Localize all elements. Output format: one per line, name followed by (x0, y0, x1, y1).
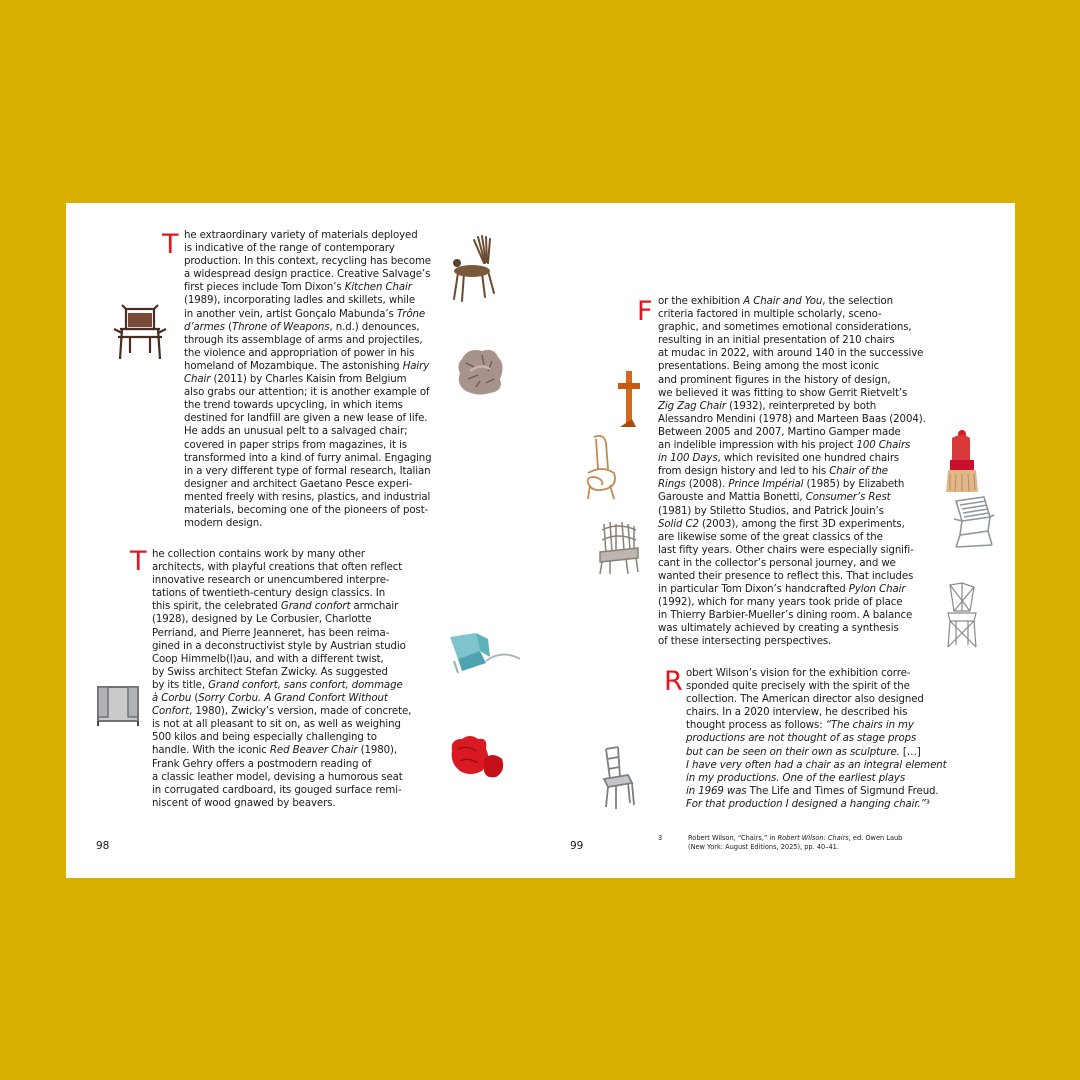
page-number: 98 (96, 840, 110, 852)
text-line: of these intersecting perspectives. (658, 636, 832, 648)
text-line: was ultimately achieved by creating a synthesis (658, 623, 899, 635)
text-line: but can be seen on their own as sculpture. […] (686, 746, 921, 758)
text-line: last fifty years. Other chairs were especially signifi- (658, 544, 914, 556)
text-line: For that production I designed a hanging chair.”³ (686, 798, 930, 810)
text-line: at mudac in 2022, with around 140 in the successive (658, 348, 924, 360)
text-line: handle. With the iconic Red Beaver Chair (1980), (152, 745, 397, 757)
paragraph (184, 229, 432, 530)
text-line: in corrugated cardboard, its gouged surface remi- (152, 784, 402, 796)
text-line: obert Wilson’s vision for the exhibition corre- (686, 668, 911, 679)
text-line: is indicative of the range of contemporary (184, 243, 395, 255)
text-line: I have very often had a chair as an integral element (686, 759, 947, 771)
text-line: he extraordinary variety of materials deployed (184, 230, 418, 241)
text-line: innovative research or unencumbered interpre- (152, 575, 390, 587)
text-line: (1992), which for many years took pride of place (658, 597, 903, 609)
grand-confort-armchair-icon (446, 629, 522, 675)
text-line: Coop Himmelb(l)au, and with a different twist, (152, 653, 384, 665)
text-line: first pieces include Tom Dixon’s Kitchen Chair (184, 282, 412, 294)
text-line: also grabs our attention; it is another example of (184, 387, 430, 399)
text-line: a classic leather model, devising a humorous seat (152, 771, 403, 783)
footnote-text: Robert Wilson, “Chairs,” in Robert Wilson: Chairs, ed. Owen Laub (New York: August Editions, 2025), pp. 40–41. (688, 834, 903, 851)
text-line: in my productions. One of the earliest plays (686, 772, 906, 784)
text-line: designer and architect Gaetano Pesce experi- (184, 478, 413, 490)
text-line: sponded quite precisely with the spirit of the (686, 681, 910, 693)
text-line: in particular Tom Dixon’s handcrafted Pylon Chair (658, 584, 906, 596)
solid-c2-chair-icon (598, 745, 638, 811)
consumers-rest-chair-icon (950, 495, 996, 551)
concrete-armchair-icon (94, 683, 142, 727)
text-line: Garouste and Mattia Bonetti, Consumer’s Rest (658, 492, 891, 504)
text-line: Zig Zag Chair (1932), reinterpreted by both (658, 400, 877, 412)
text-line: productions are not thought of as stage props (686, 733, 917, 745)
text-line: he collection contains work by many other (152, 549, 365, 560)
text-line: a widespread design practice. Creative Salvage’s (184, 269, 431, 281)
text-line: in 100 Days, which revisited one hundred chairs (658, 453, 900, 465)
text-line: production. In this context, recycling has become (184, 256, 431, 268)
text-line: Chair (2011) by Charles Kaisin from Belgium (184, 374, 407, 386)
book-spread (66, 203, 1015, 878)
paragraph (686, 667, 947, 811)
text-line: wanted their presence to reflect this. That includes (658, 570, 914, 582)
text-line: à Corbu (Sorry Corbu. A Grand Confort Without (152, 693, 388, 705)
text-line: by Swiss architect Stefan Zwicky. As suggested (152, 666, 388, 678)
text-line: criteria factored in multiple scholarly, sceno- (658, 309, 882, 321)
drop-cap: T (130, 546, 147, 577)
pylon-chair-icon (944, 581, 980, 649)
footnote (658, 834, 662, 843)
zig-zag-chair-icon (614, 369, 642, 431)
throne-of-weapons-icon (112, 303, 168, 361)
text-line: and prominent figures in the history of design, (658, 374, 891, 386)
text-line: (1989), incorporating ladles and skillets, while (184, 295, 416, 307)
text-line: an indelible impression with his project 100 Chairs (658, 440, 911, 452)
paragraph (152, 548, 411, 810)
text-line: is not at all pleasant to sit on, as well as weighing (152, 719, 401, 731)
text-line: Solid C2 (2003), among the first 3D experiments, (658, 518, 905, 530)
text-line: Frank Gehry offers a postmodern reading of (152, 758, 372, 770)
text-line: modern design. (184, 518, 263, 530)
text-line: cant in the collector’s personal journey, and we (658, 557, 896, 569)
text-line: in a very different type of formal research, Italian (184, 465, 431, 477)
text-line: Alessandro Mendini (1978) and Marteen Baas (2004). (658, 413, 926, 425)
text-line: (1981) by Stiletto Studios, and Patrick Jouin’s (658, 505, 884, 517)
hairy-chair-icon (454, 345, 506, 397)
chair-of-the-rings-icon (596, 518, 642, 576)
text-line: d’armes (Throne of Weapons, n.d.) denounces, (184, 321, 420, 333)
text-line: in another vein, artist Gonçalo Mabunda’s Trône (184, 308, 425, 320)
red-beaver-chair-icon (448, 731, 506, 781)
text-line: are likewise some of the great classics of the (658, 531, 883, 543)
footnote-number: 3 (658, 834, 663, 842)
text-line: collection. The American director also designed (686, 694, 924, 706)
text-line: niscent of wood gnawed by beavers. (152, 797, 336, 809)
text-line: He adds an unusual pelt to a salvaged chair; (184, 426, 408, 438)
text-line: destined for landfill are given a new lease of life. (184, 413, 428, 425)
text-line: presentations. Being among the most iconic (658, 361, 880, 373)
text-line: tations of twentieth-century design classics. In (152, 588, 386, 600)
text-line: or the exhibition A Chair and You, the selection (658, 296, 893, 307)
text-line: thought process as follows: “The chairs in my (686, 720, 914, 732)
page-number: 99 (570, 840, 584, 852)
drop-cap: T (162, 229, 179, 260)
100-chairs-in-100-days-icon (584, 433, 618, 501)
text-line: the violence and appropriation of power in his (184, 347, 415, 359)
text-line: we believed it was fitting to show Gerrit Rietvelt’s (658, 387, 908, 399)
text-line: materials, becoming one of the pioneers of post- (184, 504, 429, 516)
text-line: 500 kilos and being especially challenging to (152, 732, 377, 744)
text-line: gined in a deconstructivist style by Austrian studio (152, 640, 406, 652)
text-line: by its title, Grand confort, sans confort, dommage (152, 679, 403, 691)
text-line: Rings (2008). Prince Impérial (1985) by Elizabeth (658, 479, 905, 491)
drop-cap: F (637, 296, 653, 327)
text-line: mented freely with resins, plastics, and industrial (184, 491, 431, 503)
text-line: (1928), designed by Le Corbusier, Charlotte (152, 614, 372, 626)
kitchen-chair-icon (448, 233, 498, 305)
prince-imperial-chair-icon (942, 428, 980, 496)
text-line: through its assemblage of arms and projectiles, (184, 334, 423, 346)
text-line: this spirit, the celebrated Grand confort armchair (152, 601, 399, 613)
text-line: covered in paper strips from magazines, it is (184, 439, 408, 451)
text-line: in Thierry Barbier-Mueller’s dining room. A balance (658, 610, 913, 622)
drop-cap: R (664, 666, 683, 697)
text-line: from design history and led to his Chair of the (658, 466, 888, 478)
text-line: chairs. In a 2020 interview, he described his (686, 707, 908, 719)
text-line: Confort, 1980), Zwicky’s version, made of concrete, (152, 706, 412, 718)
text-line: in 1969 was The Life and Times of Sigmund Freud. (686, 785, 939, 797)
text-line: transformed into a kind of furry animal. Engaging (184, 452, 432, 464)
text-line: architects, with playful creations that often reflect (152, 562, 403, 574)
text-line: Perriand, and Pierre Jeanneret, has been reima- (152, 627, 390, 639)
paragraph (658, 295, 926, 649)
text-line: the trend towards upcycling, in which items (184, 400, 403, 412)
text-line: graphic, and sometimes emotional considerations, (658, 322, 912, 334)
text-line: resulting in an initial presentation of 210 chairs (658, 335, 895, 347)
text-line: Between 2005 and 2007, Martino Gamper made (658, 426, 901, 438)
text-line: homeland of Mozambique. The astonishing Hairy (184, 360, 430, 372)
